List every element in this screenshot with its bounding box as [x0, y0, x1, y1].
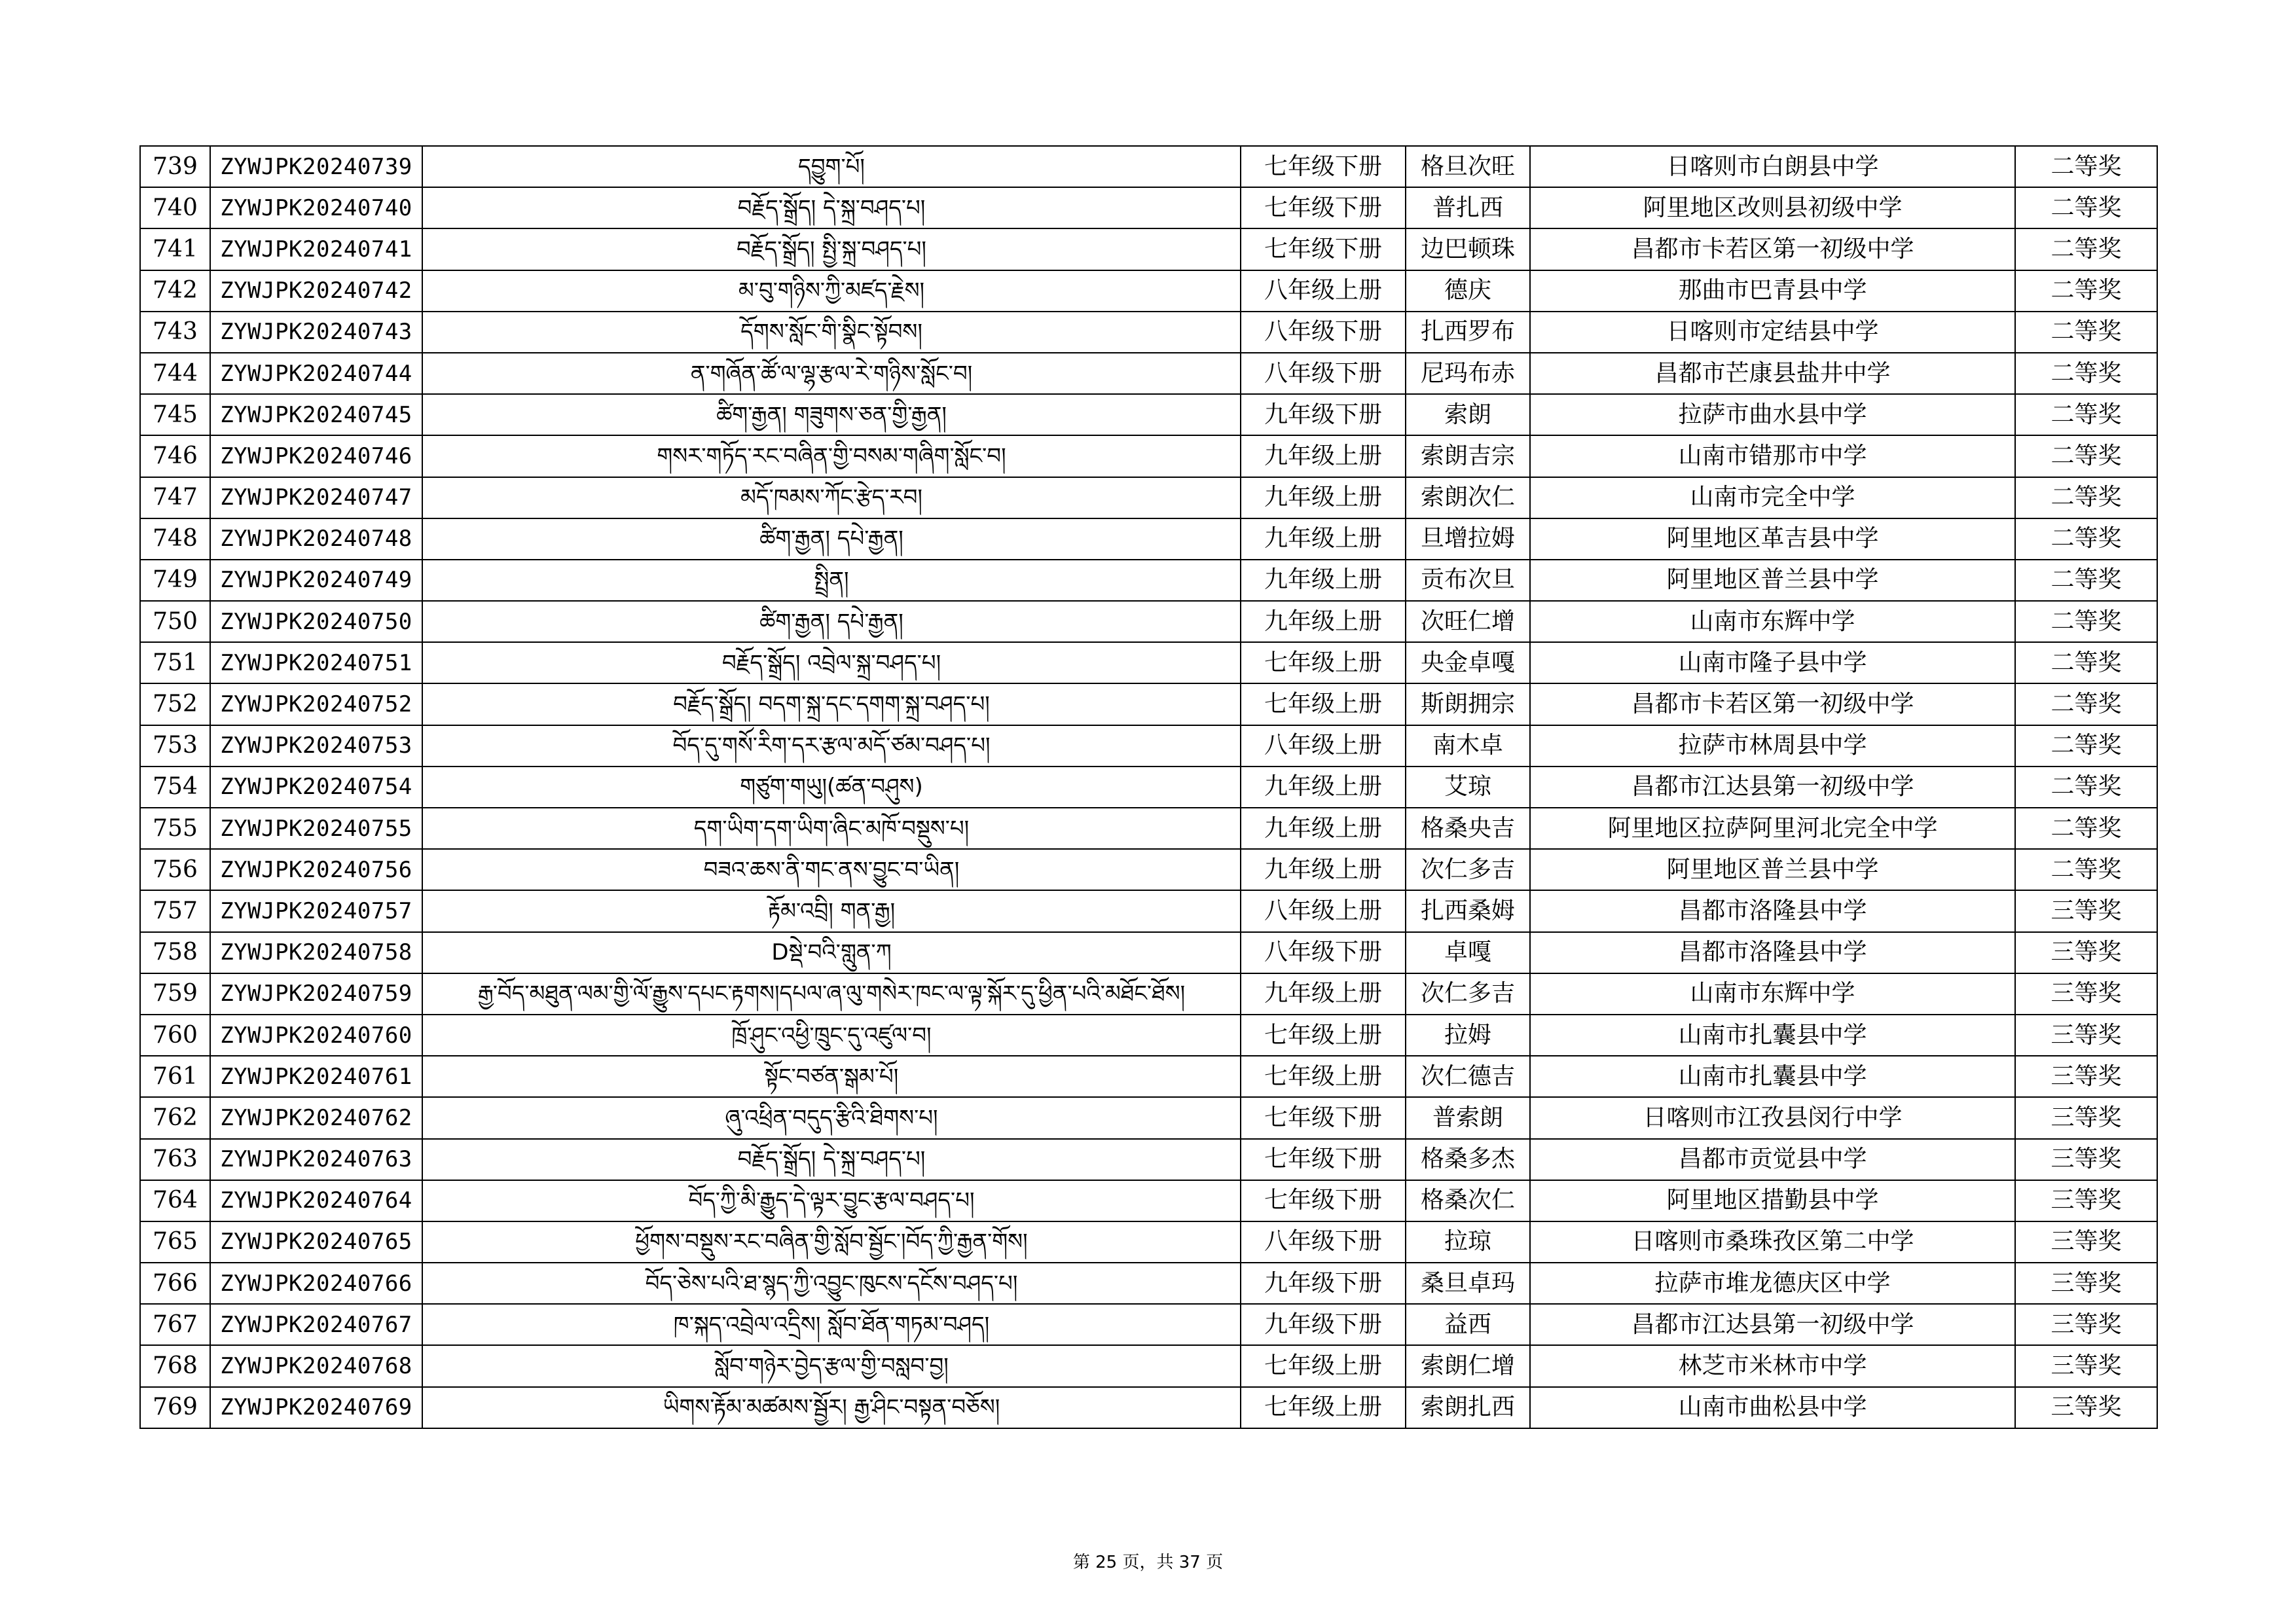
- entry-code: ZYWJPK20240744: [210, 353, 422, 394]
- school-name: 日喀则市定结县中学: [1530, 312, 2015, 353]
- entry-code: ZYWJPK20240769: [210, 1387, 422, 1428]
- teacher-name: 艾琼: [1406, 767, 1530, 808]
- row-number: 758: [140, 932, 210, 973]
- school-name: 山南市错那市中学: [1530, 435, 2015, 477]
- lesson-title: རྟོམ་འབྲི། གན་རྒྱ།: [422, 890, 1241, 931]
- table-row: [140, 435, 2157, 477]
- teacher-name: 索朗仁增: [1406, 1345, 1530, 1386]
- entry-code: ZYWJPK20240768: [210, 1345, 422, 1386]
- school-name: 阿里地区革吉县中学: [1530, 518, 2015, 560]
- award-level: 二等奖: [2015, 518, 2157, 560]
- entry-code: ZYWJPK20240745: [210, 394, 422, 435]
- row-number: 750: [140, 601, 210, 642]
- grade-volume: 九年级上册: [1241, 560, 1406, 601]
- row-number: 755: [140, 808, 210, 849]
- school-name: 山南市东辉中学: [1530, 601, 2015, 642]
- grade-volume: 八年级上册: [1241, 270, 1406, 312]
- award-level: 三等奖: [2015, 1304, 2157, 1345]
- grade-volume: 七年级下册: [1241, 1139, 1406, 1180]
- grade-volume: 七年级上册: [1241, 1387, 1406, 1428]
- row-number: 752: [140, 683, 210, 725]
- school-name: 昌都市江达县第一初级中学: [1530, 767, 2015, 808]
- row-number: 768: [140, 1345, 210, 1386]
- lesson-title: སློབ་གཉེར་བྱེད་རྩལ་གྱི་བསླབ་བྱ།: [422, 1345, 1241, 1386]
- row-number: 765: [140, 1221, 210, 1263]
- school-name: 山南市东辉中学: [1530, 973, 2015, 1015]
- entry-code: ZYWJPK20240761: [210, 1056, 422, 1097]
- table-row: [140, 228, 2157, 270]
- school-name: 山南市扎囊县中学: [1530, 1056, 2015, 1097]
- lesson-title: སྟོང་བཙན་སྒམ་པོ།: [422, 1056, 1241, 1097]
- table-row: [140, 1015, 2157, 1056]
- row-number: 767: [140, 1304, 210, 1345]
- award-level: 二等奖: [2015, 683, 2157, 725]
- table-row: [140, 725, 2157, 767]
- award-level: 二等奖: [2015, 725, 2157, 767]
- school-name: 日喀则市白朗县中学: [1530, 146, 2015, 187]
- teacher-name: 普索朗: [1406, 1097, 1530, 1138]
- table-row: [140, 767, 2157, 808]
- teacher-name: 索朗: [1406, 394, 1530, 435]
- entry-code: ZYWJPK20240742: [210, 270, 422, 312]
- award-level: 二等奖: [2015, 394, 2157, 435]
- row-number: 749: [140, 560, 210, 601]
- table-row: [140, 683, 2157, 725]
- table-row: [140, 890, 2157, 931]
- school-name: 阿里地区拉萨阿里河北完全中学: [1530, 808, 2015, 849]
- grade-volume: 七年级上册: [1241, 1056, 1406, 1097]
- table-row: [140, 187, 2157, 228]
- entry-code: ZYWJPK20240746: [210, 435, 422, 477]
- grade-volume: 九年级上册: [1241, 477, 1406, 518]
- award-level: 二等奖: [2015, 146, 2157, 187]
- school-name: 拉萨市堆龙德庆区中学: [1530, 1263, 2015, 1304]
- table-row: [140, 1056, 2157, 1097]
- table-row: [140, 270, 2157, 312]
- table-row: [140, 394, 2157, 435]
- row-number: 748: [140, 518, 210, 560]
- award-level: 二等奖: [2015, 560, 2157, 601]
- grade-volume: 七年级下册: [1241, 1097, 1406, 1138]
- school-name: 山南市曲松县中学: [1530, 1387, 2015, 1428]
- row-number: 740: [140, 187, 210, 228]
- lesson-title: མདོ་ཁམས་ཀོང་རྩེད་རབ།: [422, 477, 1241, 518]
- teacher-name: 次仁德吉: [1406, 1056, 1530, 1097]
- teacher-name: 索朗扎西: [1406, 1387, 1530, 1428]
- teacher-name: 索朗吉宗: [1406, 435, 1530, 477]
- award-level: 二等奖: [2015, 477, 2157, 518]
- lesson-title: ན་གཞོན་ཚོ་ལ་ལྷ་རྩལ་རེ་གཉིས་སློང་བ།: [422, 353, 1241, 394]
- lesson-title: ཡིགས་རྟོམ་མཚམས་སྦྱོར། རྒྱ་ཤིང་བསྟན་བཅོས།: [422, 1387, 1241, 1428]
- school-name: 昌都市卡若区第一初级中学: [1530, 228, 2015, 270]
- award-level: 二等奖: [2015, 187, 2157, 228]
- row-number: 751: [140, 642, 210, 683]
- row-number: 763: [140, 1139, 210, 1180]
- grade-volume: 九年级下册: [1241, 1263, 1406, 1304]
- lesson-title: ཞུ་འཕྲིན་བདུད་རྩིའི་ཐིགས་པ།: [422, 1097, 1241, 1138]
- row-number: 741: [140, 228, 210, 270]
- lesson-title: བཟའ་ཆས་ནི་གང་ནས་བྱུང་བ་ཡིན།: [422, 849, 1241, 890]
- entry-code: ZYWJPK20240758: [210, 932, 422, 973]
- award-level: 二等奖: [2015, 808, 2157, 849]
- row-number: 760: [140, 1015, 210, 1056]
- grade-volume: 九年级下册: [1241, 1304, 1406, 1345]
- school-name: 拉萨市曲水县中学: [1530, 394, 2015, 435]
- entry-code: ZYWJPK20240759: [210, 973, 422, 1015]
- school-name: 山南市扎囊县中学: [1530, 1015, 2015, 1056]
- award-table: [139, 145, 2158, 1429]
- school-name: 昌都市洛隆县中学: [1530, 932, 2015, 973]
- table-row: [140, 477, 2157, 518]
- teacher-name: 扎西罗布: [1406, 312, 1530, 353]
- lesson-title: བོད་དུ་གསོ་རིག་དར་རྩལ་མདོ་ཙམ་བཤད་པ།: [422, 725, 1241, 767]
- teacher-name: 次旺仁增: [1406, 601, 1530, 642]
- table-row: [140, 1097, 2157, 1138]
- entry-code: ZYWJPK20240752: [210, 683, 422, 725]
- award-level: 三等奖: [2015, 1387, 2157, 1428]
- teacher-name: 益西: [1406, 1304, 1530, 1345]
- award-level: 二等奖: [2015, 353, 2157, 394]
- grade-volume: 九年级下册: [1241, 394, 1406, 435]
- school-name: 阿里地区普兰县中学: [1530, 849, 2015, 890]
- teacher-name: 扎西桑姆: [1406, 890, 1530, 931]
- row-number: 761: [140, 1056, 210, 1097]
- award-level: 二等奖: [2015, 849, 2157, 890]
- lesson-title: དག་ཡིག་དག་ཡིག་ཞིང་མཁོ་བསྡུས་པ།: [422, 808, 1241, 849]
- table-row: [140, 1263, 2157, 1304]
- school-name: 昌都市卡若区第一初级中学: [1530, 683, 2015, 725]
- lesson-title: བརྗོད་སྒྲོད། དེ་སྐྲ་བཤད་པ།: [422, 1139, 1241, 1180]
- award-level: 三等奖: [2015, 1221, 2157, 1263]
- teacher-name: 桑旦卓玛: [1406, 1263, 1530, 1304]
- lesson-title: བོད་ཅེས་པའི་ཐ་སྙད་ཀྱི་འབྱུང་ཁུངས་དངོས་བཤད་པ།: [422, 1263, 1241, 1304]
- grade-volume: 九年级上册: [1241, 808, 1406, 849]
- entry-code: ZYWJPK20240739: [210, 146, 422, 187]
- lesson-title: གསར་གཏོད་རང་བཞིན་གྱི་བསམ་གཞིག་སློང་བ།: [422, 435, 1241, 477]
- entry-code: ZYWJPK20240749: [210, 560, 422, 601]
- award-level: 三等奖: [2015, 1139, 2157, 1180]
- table-row: [140, 932, 2157, 973]
- table-row: [140, 1387, 2157, 1428]
- teacher-name: 南木卓: [1406, 725, 1530, 767]
- award-level: 三等奖: [2015, 1056, 2157, 1097]
- lesson-title: ཚིག་རྒྱན། གཟུགས་ཅན་གྱི་རྒྱན།: [422, 394, 1241, 435]
- lesson-title: ཕྱོགས་བསྡུས་རང་བཞིན་གྱི་སློབ་སྦྱོང་།བོད་ཀྱི་རྒྱན་གོས།: [422, 1221, 1241, 1263]
- award-level: 二等奖: [2015, 270, 2157, 312]
- school-name: 林芝市米林市中学: [1530, 1345, 2015, 1386]
- table-row: [140, 1345, 2157, 1386]
- row-number: 759: [140, 973, 210, 1015]
- lesson-title: རྒྱ་བོད་མཐུན་ལམ་གྱི་ལོ་རྒྱུས་དཔང་རྟགས།དཔལ་ཞ་ལུ་གསེར་ཁང་ལ་ལྟ་སྐོར་དུ་ཕྱིན་པའི་མཐོང་ཐོས།: [422, 973, 1241, 1015]
- award-level: 二等奖: [2015, 767, 2157, 808]
- lesson-title: དབྱུག་པོ།: [422, 146, 1241, 187]
- table-row: [140, 1304, 2157, 1345]
- award-level: 三等奖: [2015, 932, 2157, 973]
- entry-code: ZYWJPK20240762: [210, 1097, 422, 1138]
- table-row: [140, 642, 2157, 683]
- grade-volume: 七年级下册: [1241, 146, 1406, 187]
- entry-code: ZYWJPK20240751: [210, 642, 422, 683]
- row-number: 756: [140, 849, 210, 890]
- grade-volume: 八年级下册: [1241, 932, 1406, 973]
- entry-code: ZYWJPK20240750: [210, 601, 422, 642]
- entry-code: ZYWJPK20240757: [210, 890, 422, 931]
- award-level: 三等奖: [2015, 1097, 2157, 1138]
- grade-volume: 九年级上册: [1241, 601, 1406, 642]
- entry-code: ZYWJPK20240743: [210, 312, 422, 353]
- lesson-title: ཁ་སྐད་འབྲེལ་འདྲིས། སློབ་ཐོན་གཏམ་བཤད།: [422, 1304, 1241, 1345]
- school-name: 日喀则市桑珠孜区第二中学: [1530, 1221, 2015, 1263]
- school-name: 昌都市贡觉县中学: [1530, 1139, 2015, 1180]
- table-row: [140, 973, 2157, 1015]
- grade-volume: 七年级上册: [1241, 1015, 1406, 1056]
- award-level: 三等奖: [2015, 1180, 2157, 1221]
- table-row: [140, 353, 2157, 394]
- school-name: 昌都市芒康县盐井中学: [1530, 353, 2015, 394]
- entry-code: ZYWJPK20240763: [210, 1139, 422, 1180]
- row-number: 769: [140, 1387, 210, 1428]
- teacher-name: 斯朗拥宗: [1406, 683, 1530, 725]
- teacher-name: 旦增拉姆: [1406, 518, 1530, 560]
- school-name: 那曲市巴青县中学: [1530, 270, 2015, 312]
- school-name: 阿里地区普兰县中学: [1530, 560, 2015, 601]
- row-number: 764: [140, 1180, 210, 1221]
- row-number: 745: [140, 394, 210, 435]
- school-name: 山南市完全中学: [1530, 477, 2015, 518]
- school-name: 阿里地区措勤县中学: [1530, 1180, 2015, 1221]
- grade-volume: 七年级下册: [1241, 228, 1406, 270]
- grade-volume: 七年级上册: [1241, 1345, 1406, 1386]
- table-row: [140, 312, 2157, 353]
- lesson-title: མ་བུ་གཉིས་ཀྱི་མཛད་རྗེས།: [422, 270, 1241, 312]
- lesson-title: ཁྲོ་ཤུང་འཕྱི་ཁྲུང་དུ་འཛུལ་བ།: [422, 1015, 1241, 1056]
- teacher-name: 格桑多杰: [1406, 1139, 1530, 1180]
- teacher-name: 格桑央吉: [1406, 808, 1530, 849]
- lesson-title: བརྗོད་སྒྲོད། སྤྱི་སྐྲ་བཤད་པ།: [422, 228, 1241, 270]
- table-body: [140, 146, 2157, 1428]
- teacher-name: 索朗次仁: [1406, 477, 1530, 518]
- entry-code: ZYWJPK20240741: [210, 228, 422, 270]
- lesson-title: བརྗོད་སྒྲོད། བདག་སྐྲ་དང་དགག་སྐྲ་བཤད་པ།: [422, 683, 1241, 725]
- row-number: 739: [140, 146, 210, 187]
- lesson-title: སྤྲིན།: [422, 560, 1241, 601]
- lesson-title: བརྗོད་སྒྲོད། དེ་སྐྲ་བཤད་པ།: [422, 187, 1241, 228]
- teacher-name: 格旦次旺: [1406, 146, 1530, 187]
- lesson-title: ཚིག་རྒྱན། དཔེ་རྒྱན།: [422, 518, 1241, 560]
- entry-code: ZYWJPK20240748: [210, 518, 422, 560]
- award-level: 二等奖: [2015, 642, 2157, 683]
- table-row: [140, 1139, 2157, 1180]
- row-number: 753: [140, 725, 210, 767]
- grade-volume: 九年级上册: [1241, 849, 1406, 890]
- teacher-name: 格桑次仁: [1406, 1180, 1530, 1221]
- teacher-name: 尼玛布赤: [1406, 353, 1530, 394]
- table-row: [140, 1221, 2157, 1263]
- entry-code: ZYWJPK20240766: [210, 1263, 422, 1304]
- teacher-name: 拉琼: [1406, 1221, 1530, 1263]
- grade-volume: 七年级下册: [1241, 1180, 1406, 1221]
- table-row: [140, 560, 2157, 601]
- lesson-title: བོད་ཀྱི་མི་རྒྱུད་དེ་ལྟར་བྱུང་རྩལ་བཤད་པ།: [422, 1180, 1241, 1221]
- grade-volume: 七年级上册: [1241, 683, 1406, 725]
- school-name: 日喀则市江孜县闵行中学: [1530, 1097, 2015, 1138]
- school-name: 阿里地区改则县初级中学: [1530, 187, 2015, 228]
- grade-volume: 八年级下册: [1241, 312, 1406, 353]
- teacher-name: 央金卓嘎: [1406, 642, 1530, 683]
- grade-volume: 九年级上册: [1241, 767, 1406, 808]
- award-level: 三等奖: [2015, 973, 2157, 1015]
- teacher-name: 卓嘎: [1406, 932, 1530, 973]
- grade-volume: 九年级上册: [1241, 435, 1406, 477]
- table-row: [140, 518, 2157, 560]
- row-number: 746: [140, 435, 210, 477]
- entry-code: ZYWJPK20240740: [210, 187, 422, 228]
- award-level: 三等奖: [2015, 1263, 2157, 1304]
- entry-code: ZYWJPK20240756: [210, 849, 422, 890]
- award-level: 二等奖: [2015, 228, 2157, 270]
- entry-code: ZYWJPK20240753: [210, 725, 422, 767]
- grade-volume: 八年级下册: [1241, 1221, 1406, 1263]
- entry-code: ZYWJPK20240747: [210, 477, 422, 518]
- grade-volume: 八年级上册: [1241, 725, 1406, 767]
- row-number: 747: [140, 477, 210, 518]
- table-row: [140, 808, 2157, 849]
- row-number: 743: [140, 312, 210, 353]
- grade-volume: 七年级下册: [1241, 187, 1406, 228]
- row-number: 742: [140, 270, 210, 312]
- award-level: 三等奖: [2015, 890, 2157, 931]
- entry-code: ZYWJPK20240760: [210, 1015, 422, 1056]
- award-level: 三等奖: [2015, 1015, 2157, 1056]
- teacher-name: 普扎西: [1406, 187, 1530, 228]
- row-number: 757: [140, 890, 210, 931]
- award-level: 二等奖: [2015, 312, 2157, 353]
- entry-code: ZYWJPK20240767: [210, 1304, 422, 1345]
- entry-code: ZYWJPK20240754: [210, 767, 422, 808]
- lesson-title: བརྗོད་སྒྲོད། འབྲེལ་སྐྲ་བཤད་པ།: [422, 642, 1241, 683]
- teacher-name: 边巴顿珠: [1406, 228, 1530, 270]
- table-row: [140, 146, 2157, 187]
- teacher-name: 德庆: [1406, 270, 1530, 312]
- table-row: [140, 1180, 2157, 1221]
- row-number: 754: [140, 767, 210, 808]
- lesson-title: ཚིག་རྒྱན། དཔེ་རྒྱན།: [422, 601, 1241, 642]
- table-row: [140, 601, 2157, 642]
- grade-volume: 九年级上册: [1241, 973, 1406, 1015]
- teacher-name: 次仁多吉: [1406, 849, 1530, 890]
- grade-volume: 七年级上册: [1241, 642, 1406, 683]
- award-level: 二等奖: [2015, 435, 2157, 477]
- school-name: 山南市隆子县中学: [1530, 642, 2015, 683]
- row-number: 744: [140, 353, 210, 394]
- lesson-title: གཙུག་གཡུ།(ཚན་བཤུས): [422, 767, 1241, 808]
- grade-volume: 八年级下册: [1241, 353, 1406, 394]
- lesson-title: དོགས་སློང་གི་སྣིང་སྟོབས།: [422, 312, 1241, 353]
- award-level: 三等奖: [2015, 1345, 2157, 1386]
- teacher-name: 次仁多吉: [1406, 973, 1530, 1015]
- teacher-name: 贡布次旦: [1406, 560, 1530, 601]
- award-level: 二等奖: [2015, 601, 2157, 642]
- school-name: 拉萨市林周县中学: [1530, 725, 2015, 767]
- grade-volume: 九年级上册: [1241, 518, 1406, 560]
- page-footer: 第 25 页，共 37 页: [1072, 1553, 1224, 1572]
- entry-code: ZYWJPK20240764: [210, 1180, 422, 1221]
- school-name: 昌都市洛隆县中学: [1530, 890, 2015, 931]
- row-number: 762: [140, 1097, 210, 1138]
- row-number: 766: [140, 1263, 210, 1304]
- entry-code: ZYWJPK20240755: [210, 808, 422, 849]
- table-row: [140, 849, 2157, 890]
- teacher-name: 拉姆: [1406, 1015, 1530, 1056]
- entry-code: ZYWJPK20240765: [210, 1221, 422, 1263]
- school-name: 昌都市江达县第一初级中学: [1530, 1304, 2015, 1345]
- lesson-title: Dསྡེ་བའི་གླུན་ཀ: [422, 932, 1241, 973]
- grade-volume: 八年级上册: [1241, 890, 1406, 931]
